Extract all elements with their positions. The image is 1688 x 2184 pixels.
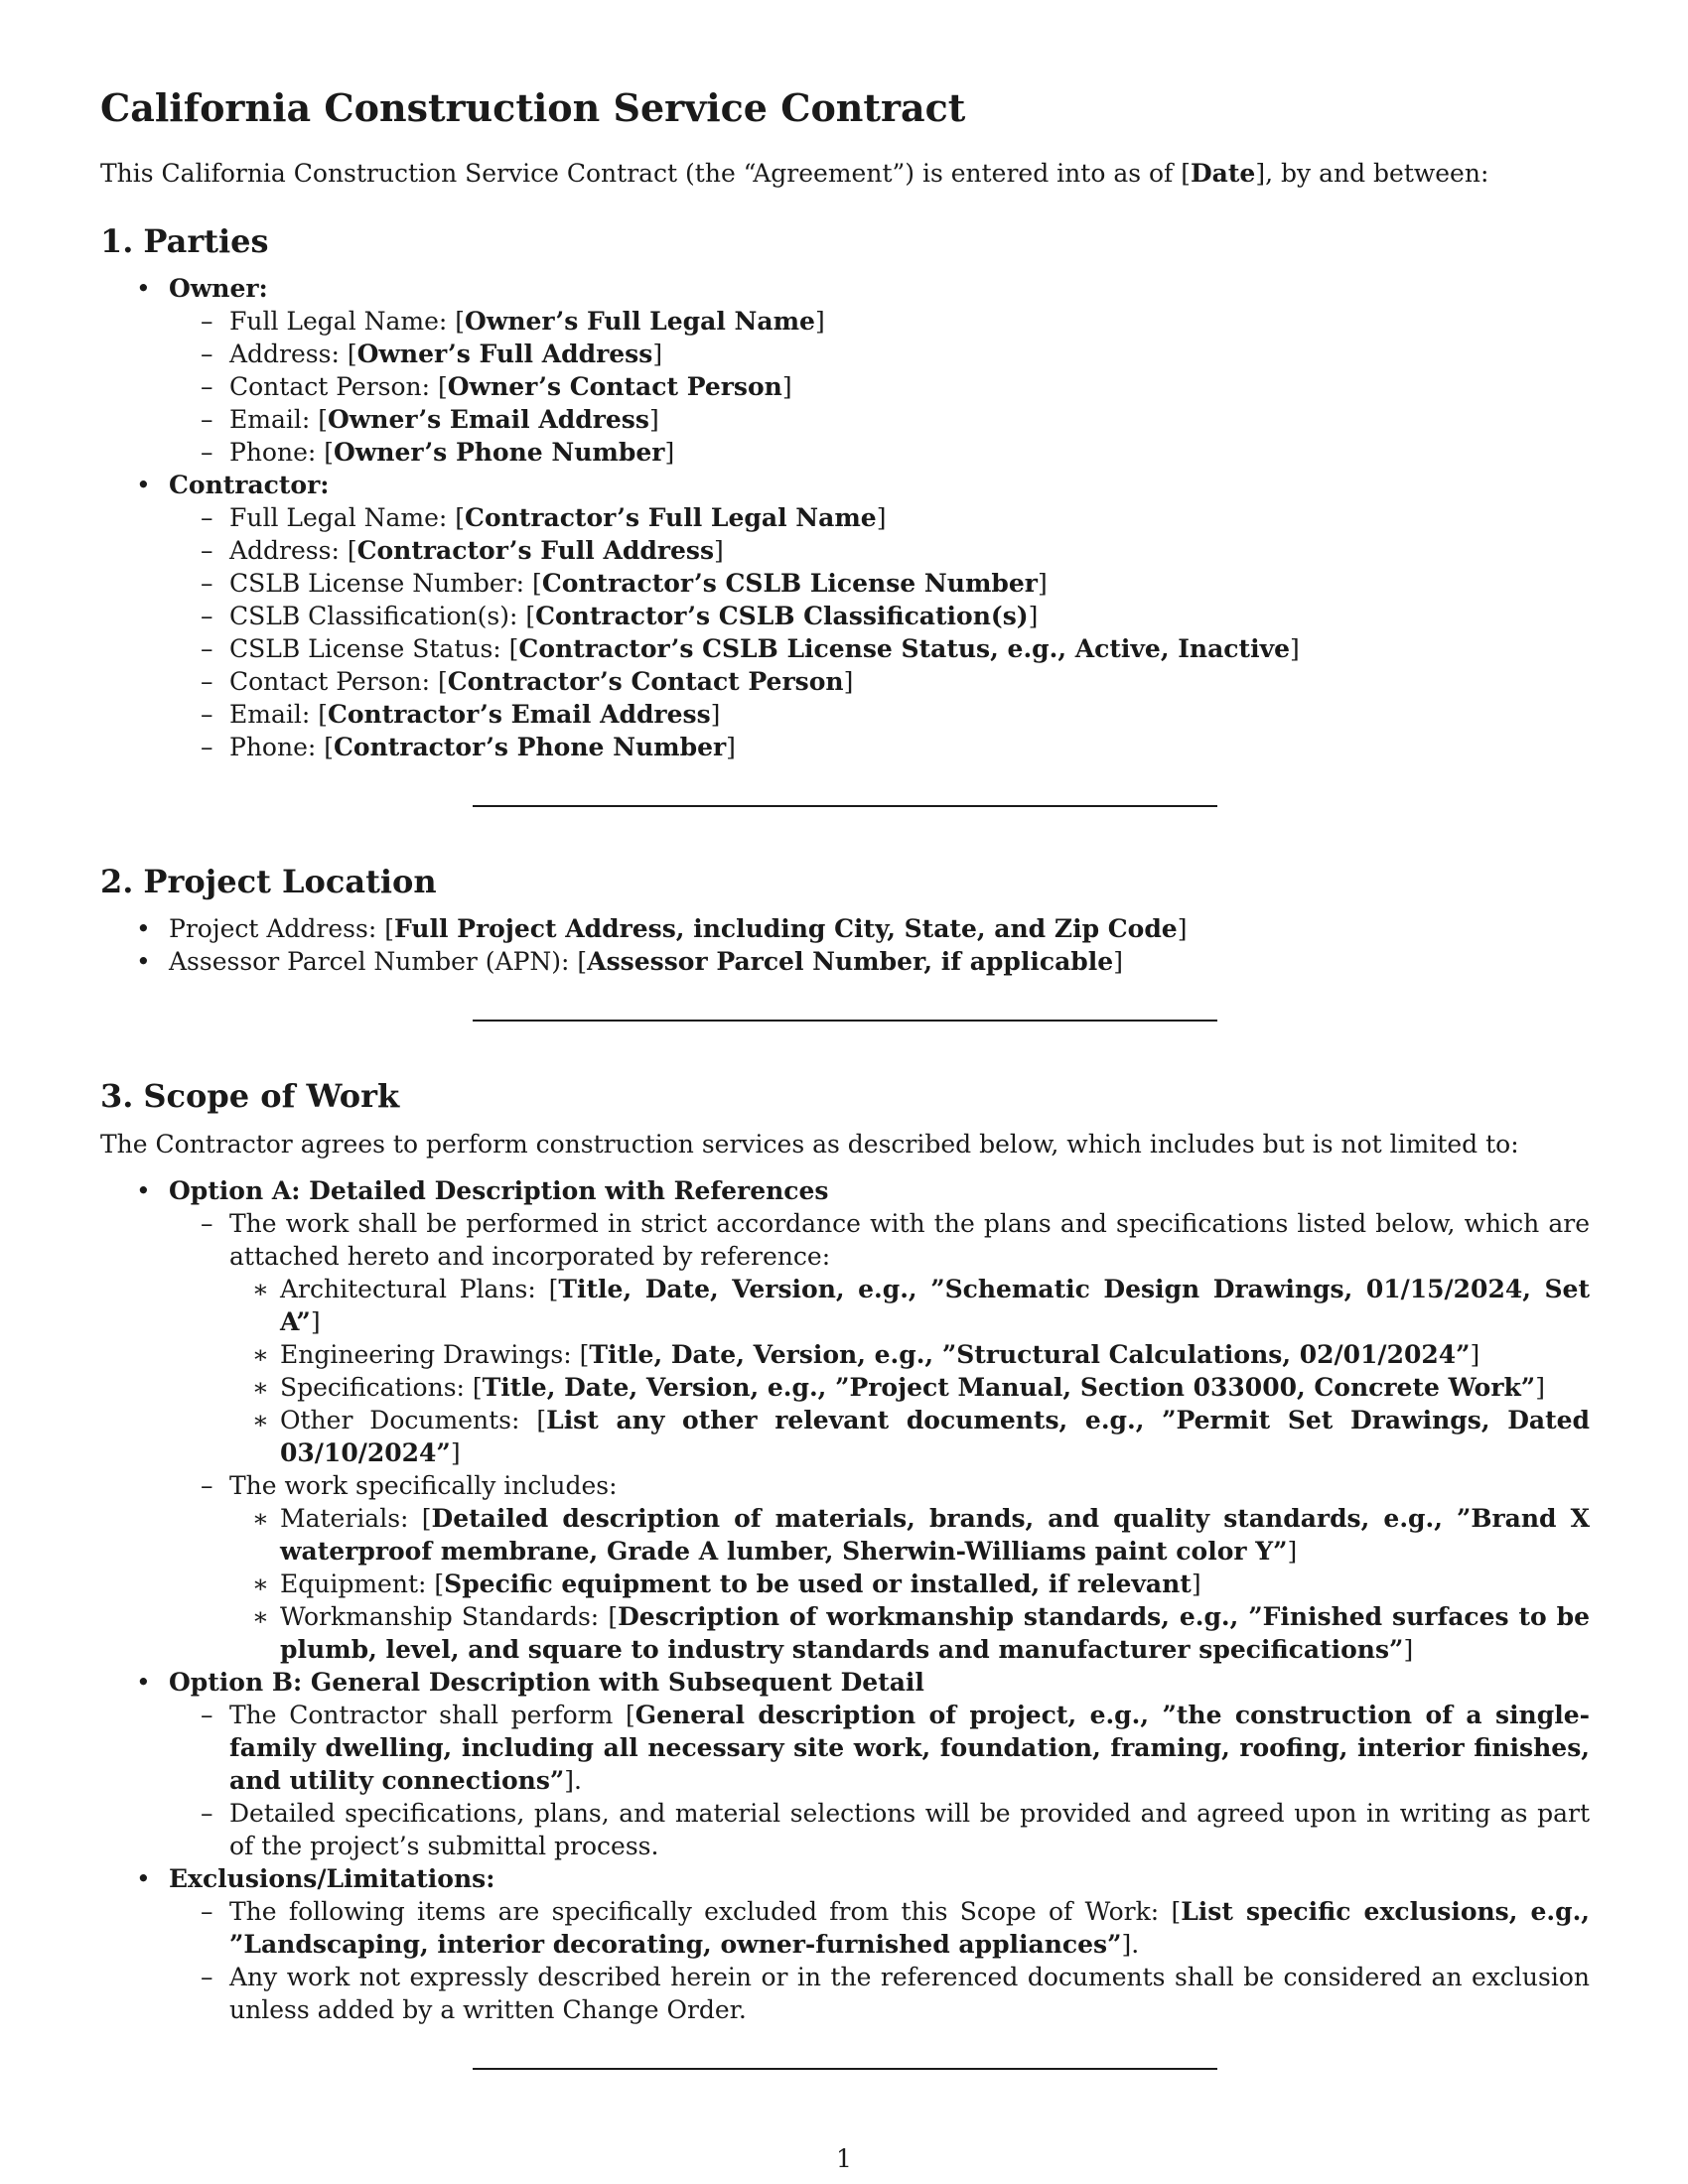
- owner-label: Owner:: [169, 273, 268, 303]
- section-divider: [473, 1020, 1217, 1022]
- excluded-before: The following items are specifically excluded from this Scope of Work: [: [229, 1896, 1182, 1926]
- field-value: Owner’s Full Legal Name: [465, 306, 815, 336]
- option-a-label: Option A: Detailed Description with References: [169, 1175, 829, 1205]
- field-value: Contractor’s CSLB License Status, e.g., Active, Inactive: [518, 633, 1291, 663]
- contractor-item: [100, 469, 1590, 763]
- option-b-details: [169, 1699, 1590, 1862]
- plan-item: ∗ Engineering Drawings: [Title, Date, Version, e.g., ”Structural Calculations, 02/01/2024”]: [229, 1338, 1590, 1371]
- location-item: • Assessor Parcel Number (APN): [Assessor Parcel Number, if applicable]: [100, 945, 1590, 978]
- includes-intro: [169, 1469, 1590, 1666]
- exclusions-label: Exclusions/Limitations:: [169, 1863, 495, 1893]
- scope-list: [100, 1174, 1590, 2026]
- section-number: 3.: [100, 1077, 134, 1116]
- contractor-detail: – Email: [Contractor’s Email Address]: [169, 698, 1590, 731]
- field-value: Owner’s Email Address: [327, 404, 649, 434]
- excluded-after: ].: [1121, 1929, 1140, 1959]
- plan-item: ∗ Other Documents: [List any other relevant documents, e.g., ”Permit Set Drawings, Dated 03/10/2024”]: [229, 1404, 1590, 1469]
- field-value: Description of workmanship standards, e.g., ”Finished surfaces to be plumb, level, and square to industry standards and manufacturer specifications”: [280, 1601, 1590, 1664]
- field-value: Contractor’s Email Address: [327, 699, 711, 729]
- owner-details: [169, 305, 1590, 469]
- include-item: ∗ Equipment: [Specific equipment to be used or installed, if relevant]: [229, 1568, 1590, 1600]
- field-value: Owner’s Contact Person: [447, 371, 782, 401]
- field-label: Specifications:: [280, 1372, 465, 1402]
- contractor-details: [169, 501, 1590, 763]
- contract-page: [100, 85, 1590, 2125]
- contractor-detail: – Contact Person: [Contractor’s Contact Person]: [169, 665, 1590, 698]
- field-label: Assessor Parcel Number (APN):: [169, 947, 570, 977]
- location-item: • Project Address: [Full Project Address, including City, State, and Zip Code]: [100, 912, 1590, 945]
- plan-item: ∗ Specifications: [Title, Date, Version, e.g., ”Project Manual, Section 033000, Concrete Work”]: [229, 1371, 1590, 1404]
- exclusions-unless: – Any work not expressly described herein or in the referenced documents shall be considered an exclusion unless added by a written Change Order.: [169, 1961, 1590, 2026]
- include-item: ∗ Materials: [Detailed description of materials, brands, and quality standards, e.g., ”Brand X waterproof membrane, Grade A lumber, Sherwin-Williams paint color Y”]: [229, 1502, 1590, 1568]
- owner-detail: – Email: [Owner’s Email Address]: [169, 403, 1590, 436]
- field-value: Contractor’s Full Address: [356, 535, 715, 565]
- field-label: Engineering Drawings:: [280, 1339, 572, 1369]
- section-title: Parties: [143, 221, 269, 260]
- field-value: Contractor’s Phone Number: [334, 732, 727, 761]
- contractor-detail: – CSLB License Number: [Contractor’s CSLB License Number]: [169, 567, 1590, 600]
- field-label: Other Documents:: [280, 1405, 520, 1434]
- field-value: Contractor’s CSLB License Number: [541, 568, 1038, 598]
- perform-after: ].: [564, 1765, 582, 1795]
- owner-detail: – Address: [Owner’s Full Address]: [169, 338, 1590, 370]
- field-label: CSLB License Status:: [229, 633, 501, 663]
- field-label: Contact Person:: [229, 371, 431, 401]
- field-label: Workmanship Standards:: [280, 1601, 600, 1631]
- option-b-item: [100, 1666, 1590, 1862]
- field-label: Email:: [229, 699, 311, 729]
- intro-before: This California Construction Service Contract (the “Agreement”) is entered into as of [: [100, 158, 1191, 188]
- field-value: Assessor Parcel Number, if applicable: [587, 947, 1114, 977]
- field-value: Title, Date, Version, e.g., ”Structural Calculations, 02/01/2024”: [589, 1339, 1471, 1369]
- field-value: Contractor’s Full Legal Name: [465, 502, 877, 532]
- contractor-label: Contractor:: [169, 470, 330, 499]
- field-label: Project Address:: [169, 914, 377, 944]
- section-title: Project Location: [143, 862, 437, 900]
- contractor-detail: – CSLB Classification(s): [Contractor’s CSLB Classification(s)]: [169, 600, 1590, 632]
- section-divider: [473, 805, 1217, 807]
- option-a-details: [169, 1207, 1590, 1666]
- field-value: Full Project Address, including City, State, and Zip Code: [393, 914, 1178, 944]
- intro-date: Date: [1191, 158, 1256, 188]
- option-a-item: [100, 1174, 1590, 1666]
- intro-after: ], by and between:: [1255, 158, 1489, 188]
- option-b-detail: – Detailed specifications, plans, and material selections will be provided and agreed upon in writing as part of the project’s submittal process.: [169, 1797, 1590, 1862]
- scope-intro: The Contractor agrees to perform construction services as described below, which includes but is not limited to:: [100, 1129, 1519, 1159]
- field-value: Contractor’s CSLB Classification(s): [535, 601, 1029, 630]
- field-label: Phone:: [229, 437, 317, 467]
- contractor-detail: – Full Legal Name: [Contractor’s Full Legal Name]: [169, 501, 1590, 534]
- field-label: CSLB License Number:: [229, 568, 525, 598]
- field-value: Owner’s Phone Number: [334, 437, 665, 467]
- includes-list: [229, 1502, 1590, 1666]
- include-item: ∗ Workmanship Standards: [Description of workmanship standards, e.g., ”Finished surfaces to be plumb, level, and square to industry standards and manufacturer specifications”]: [229, 1600, 1590, 1666]
- field-label: Full Legal Name:: [229, 502, 448, 532]
- field-label: Address:: [229, 339, 340, 368]
- field-value: Contractor’s Contact Person: [447, 666, 844, 696]
- field-label: Equipment:: [280, 1569, 427, 1598]
- perform-before: The Contractor shall perform [: [229, 1700, 635, 1729]
- field-label: Email:: [229, 404, 311, 434]
- field-label: Phone:: [229, 732, 317, 761]
- owner-detail: – Contact Person: [Owner’s Contact Person]: [169, 370, 1590, 403]
- field-value: List specific exclusions, e.g., ”Landscaping, interior decorating, owner-furnished appliances”: [229, 1896, 1590, 1959]
- section-heading-location: [100, 863, 1590, 900]
- owner-detail: – Full Legal Name: [Owner’s Full Legal Name]: [169, 305, 1590, 338]
- page-number: 1: [836, 2144, 852, 2173]
- contractor-detail: – Phone: [Contractor’s Phone Number]: [169, 731, 1590, 763]
- contractor-detail: – Address: [Contractor’s Full Address]: [169, 534, 1590, 567]
- section-heading-scope: [100, 1077, 1590, 1115]
- plans-list: [229, 1273, 1590, 1469]
- option-b-perform: [169, 1699, 1590, 1797]
- exclusions-item: [100, 1862, 1590, 2026]
- section-title: Scope of Work: [143, 1077, 400, 1116]
- parties-list: [100, 272, 1590, 763]
- exclusions-details: [169, 1895, 1590, 2026]
- field-label: Address:: [229, 535, 340, 565]
- document-title: California Construction Service Contract: [100, 85, 966, 130]
- owner-detail: – Phone: [Owner’s Phone Number]: [169, 436, 1590, 469]
- field-value: General description of project, e.g., ”the construction of a single-family dwelling, including all necessary site work, foundation, framing, roofing, interior finishes, and utility connections”: [229, 1700, 1590, 1795]
- section-number: 1.: [100, 221, 134, 260]
- field-value: Title, Date, Version, e.g., ”Schematic Design Drawings, 01/15/2024, Set A”: [280, 1274, 1591, 1336]
- field-label: Architectural Plans:: [280, 1274, 536, 1303]
- field-label: Full Legal Name:: [229, 306, 448, 336]
- field-value: List any other relevant documents, e.g., ”Permit Set Drawings, Dated 03/10/2024”: [280, 1405, 1591, 1467]
- intro-paragraph: [100, 157, 1590, 191]
- exclusions-list-item: [169, 1895, 1590, 1961]
- field-value: Specific equipment to be used or installed, if relevant: [444, 1569, 1192, 1598]
- plans-intro: [169, 1207, 1590, 1469]
- field-value: Title, Date, Version, e.g., ”Project Manual, Section 033000, Concrete Work”: [482, 1372, 1536, 1402]
- owner-item: [100, 272, 1590, 469]
- plan-item: ∗ Architectural Plans: [Title, Date, Version, e.g., ”Schematic Design Drawings, 01/15/2024, Set A”]: [229, 1273, 1590, 1338]
- field-label: CSLB Classification(s):: [229, 601, 518, 630]
- location-list: [100, 912, 1590, 978]
- section-divider: [473, 2068, 1217, 2070]
- field-value: Owner’s Full Address: [356, 339, 653, 368]
- plans-intro-text: The work shall be performed in strict accordance with the plans and specifications listed below, which are attached hereto and incorporated by reference:: [229, 1208, 1590, 1271]
- field-label: Contact Person:: [229, 666, 431, 696]
- includes-intro-text: The work specifically includes:: [229, 1470, 618, 1500]
- contractor-detail: – CSLB License Status: [Contractor’s CSLB License Status, e.g., Active, Inactive]: [169, 632, 1590, 665]
- field-value: Detailed description of materials, brands, and quality standards, e.g., ”Brand X waterproof membrane, Grade A lumber, Sherwin-Williams paint color Y”: [280, 1503, 1590, 1566]
- option-b-label: Option B: General Description with Subsequent Detail: [169, 1667, 924, 1697]
- section-heading-parties: [100, 222, 1590, 260]
- section-number: 2.: [100, 862, 134, 900]
- field-label: Materials:: [280, 1503, 409, 1533]
